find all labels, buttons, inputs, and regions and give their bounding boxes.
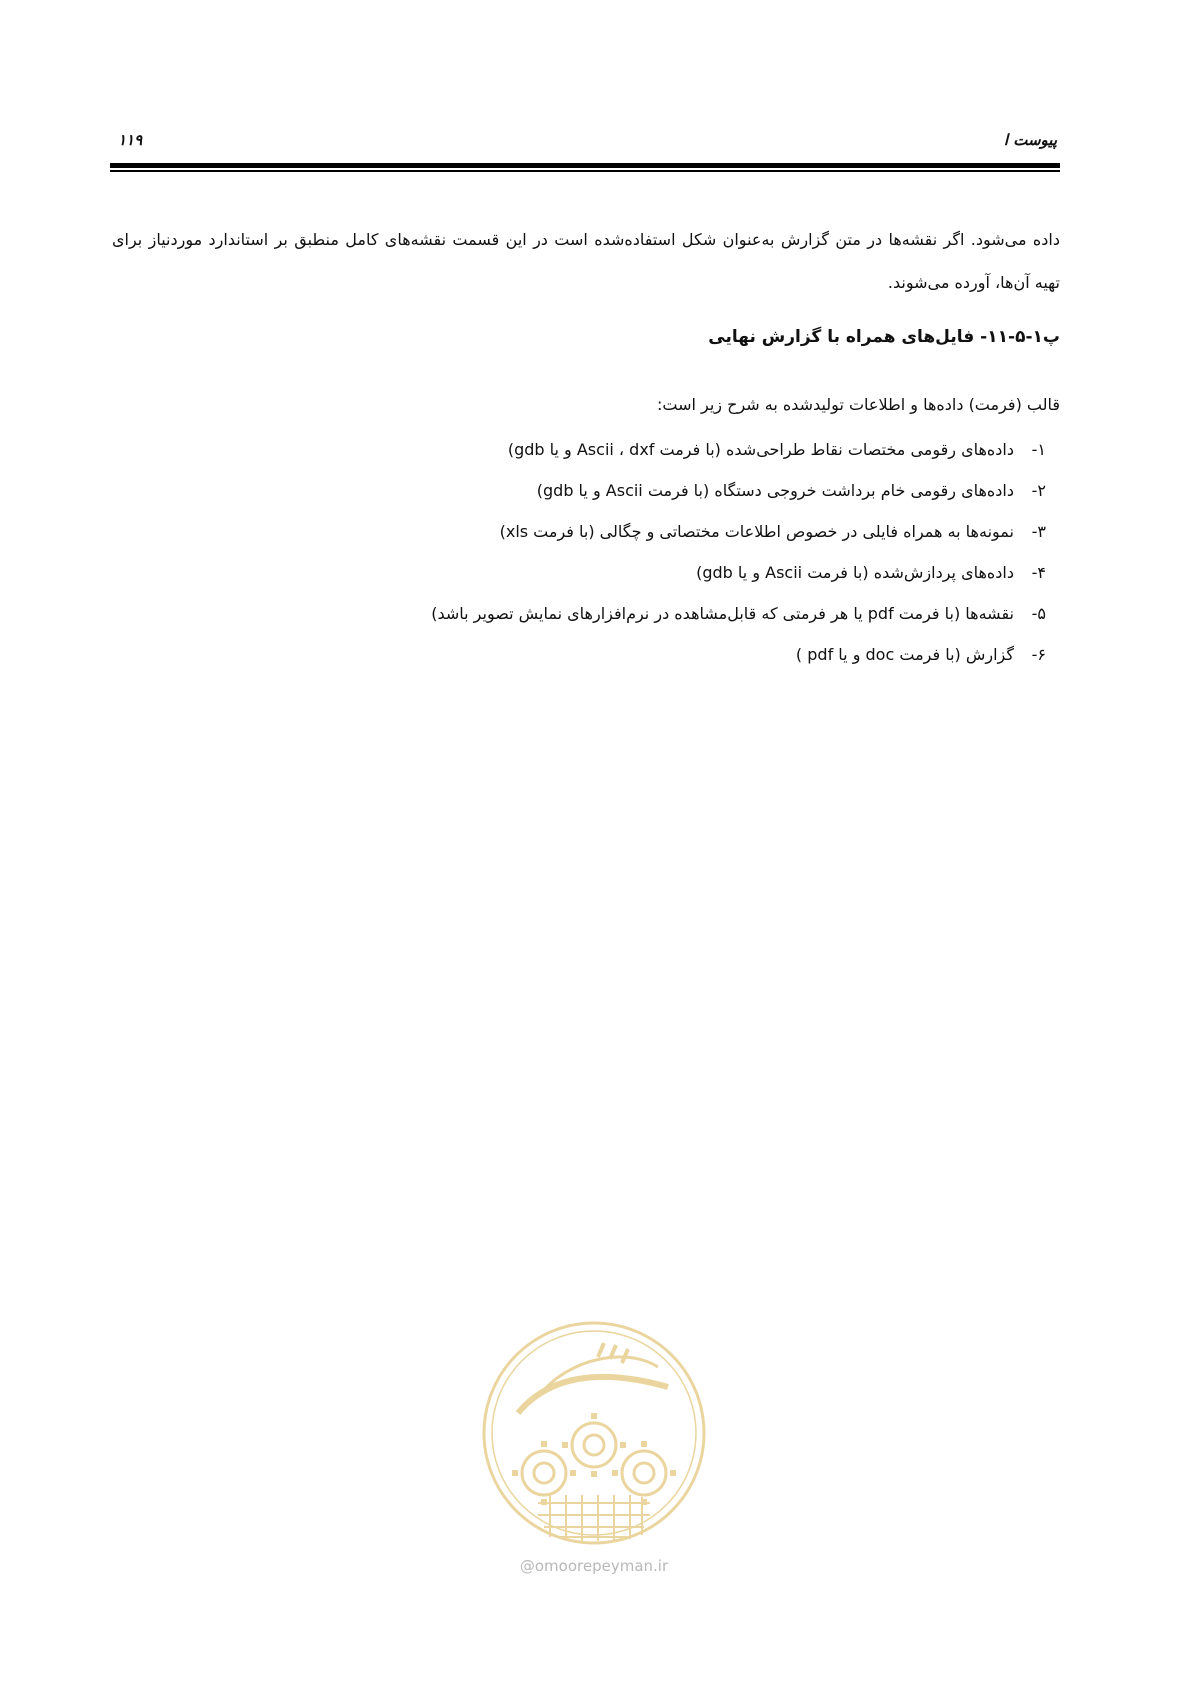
list-item bbox=[160, 552, 1060, 593]
list-number: ۳- bbox=[1031, 522, 1046, 541]
list-item-text: داده‌های رقومی خام برداشت خروجی دستگاه (با فرمت Ascii و یا gdb) bbox=[536, 481, 1014, 500]
list-item-text: نمونه‌ها به همراه فایلی در خصوص اطلاعات مختصاتی و چگالی (با فرمت xls) bbox=[499, 522, 1014, 541]
list-number: ۴- bbox=[1031, 563, 1046, 582]
header-rule bbox=[110, 163, 1060, 168]
watermark-stamp bbox=[478, 1317, 710, 1587]
watermark-url: @omoorepeyman.ir bbox=[519, 1557, 669, 1575]
list-intro: قالب (فرمت) داده‌ها و اطلاعات تولیدشده به شرح زیر است: bbox=[656, 395, 1060, 414]
list-number: ۶- bbox=[1031, 645, 1046, 664]
list-item bbox=[160, 593, 1060, 634]
page-number: ۱۱۹ bbox=[118, 131, 143, 149]
list-item-text: داده‌های پردازش‌شده (با فرمت Ascii و یا gdb) bbox=[696, 563, 1014, 582]
list-item bbox=[160, 634, 1060, 675]
file-format-list bbox=[160, 429, 1060, 675]
header-rule-thin bbox=[110, 170, 1060, 172]
list-item-text: داده‌های رقومی مختصات نقاط طراحی‌شده (با فرمت Ascii ، dxf و یا gdb) bbox=[507, 440, 1014, 459]
section-heading: پ۱-۵-۱۱- فایل‌های همراه با گزارش نهایی bbox=[708, 327, 1060, 347]
list-number: ۱- bbox=[1031, 440, 1046, 459]
list-item-text: گزارش (با فرمت doc و یا pdf ) bbox=[795, 645, 1014, 664]
list-item bbox=[160, 429, 1060, 470]
list-item-text: نقشه‌ها (با فرمت pdf یا هر فرمتی که قابل‌مشاهده در نرم‌افزارهای نمایش تصویر باشد) bbox=[431, 604, 1014, 623]
list-item bbox=[160, 511, 1060, 552]
list-item bbox=[160, 470, 1060, 511]
body-paragraph: داده می‌شود. اگر نقشه‌ها در متن گزارش به‌عنوان شکل استفاده‌شده است در این قسمت نقشه‌های کامل منطبق بر استاندارد موردنیاز برای تهیه آن‌ها، آورده می‌شوند. bbox=[112, 230, 1060, 292]
list-number: ۲- bbox=[1031, 481, 1046, 500]
watermark-logo-icon bbox=[478, 1317, 710, 1549]
list-number: ۵- bbox=[1031, 604, 1046, 623]
running-header-section: پیوست ا bbox=[1003, 131, 1057, 149]
